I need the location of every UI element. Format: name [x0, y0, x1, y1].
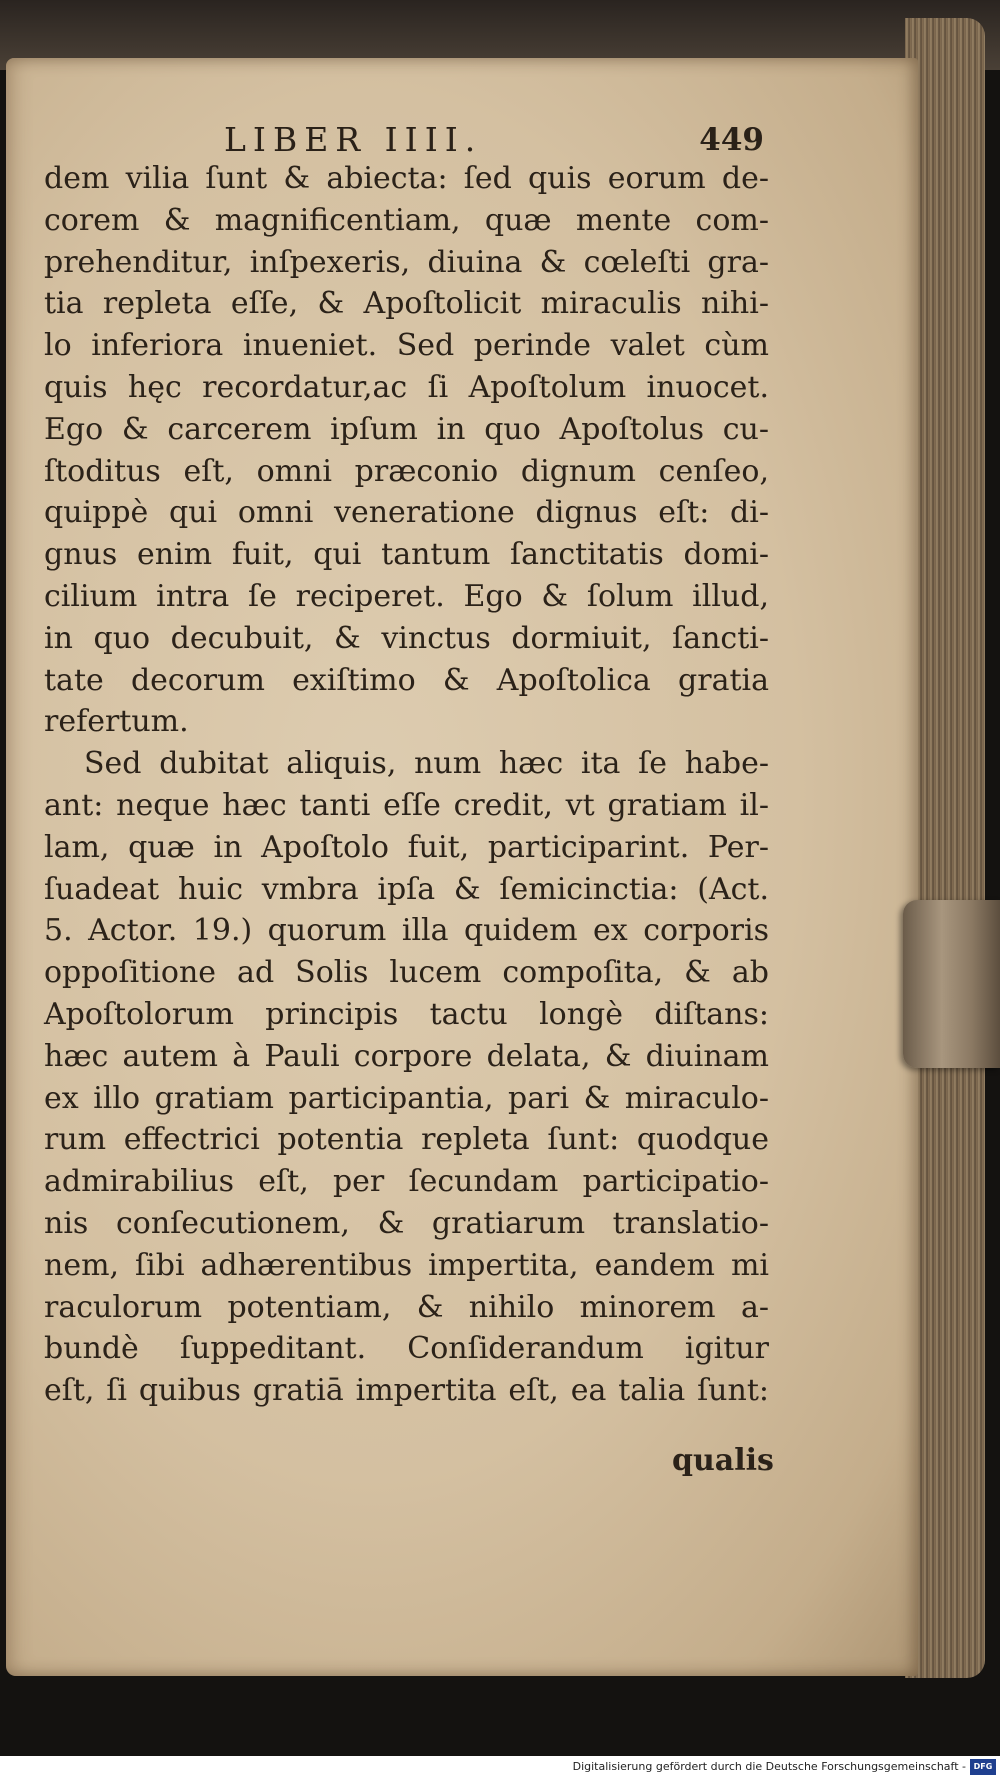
- text-line: refertum.: [44, 704, 189, 740]
- text-line: in quo decubuit, & vinctus dormiuit, ſancti-: [44, 620, 769, 656]
- page-header: [224, 118, 764, 162]
- text-line: quis hęc recordatur,ac ſi Apoſtolum inuocet.: [44, 369, 769, 405]
- text-line: dem vilia ſunt & abiecta: ſed quis eorum de-: [44, 161, 769, 196]
- text-line: nem, ſibi adhærentibus impertita, eandem mi: [44, 1247, 769, 1283]
- text-line: raculorum potentiam, & nihilo minorem a-: [44, 1289, 769, 1325]
- text-line: hæc autem à Pauli corpore delata, & diuinam: [44, 1038, 769, 1074]
- running-title: LIBER IIII.: [224, 120, 483, 159]
- text-line: gnus enim fuit, qui tantum ſanctitatis domi-: [44, 537, 769, 573]
- text-line: admirabilius eſt, per ſecundam participatio-: [44, 1164, 769, 1200]
- text-line: bundè ſuppeditant. Conſiderandum igitur: [44, 1331, 769, 1367]
- text-line: lam, quæ in Apoſtolo fuit, participarint. Per-: [44, 829, 769, 865]
- text-line: tate decorum exiſtimo & Apoſtolica gratia: [44, 662, 769, 698]
- text-line: ſuadeat huic vmbra ipſa & ſemicinctia: (Act.: [44, 871, 769, 907]
- text-line: quippè qui omni veneratione dignus eſt: di-: [44, 495, 769, 531]
- book-clasp: [903, 900, 1000, 1068]
- text-line: Ego & carcerem ipſum in quo Apoſtolus cu-: [44, 411, 769, 447]
- text-line: nis conſecutionem, & gratiarum translatio-: [44, 1205, 769, 1241]
- text-line: oppoſitione ad Solis lucem compoſita, & ab: [44, 955, 769, 991]
- page-number: 449: [699, 122, 764, 158]
- text-line: Apoſtolorum principis tactu longè diſtans:: [44, 996, 769, 1032]
- text-line: corem & magnificentiam, quæ mente com-: [44, 202, 769, 238]
- footer-bar: [0, 1756, 1000, 1779]
- text-line: eſt, ſi quibus gratiā impertita eſt, ea talia ſunt:: [44, 1373, 769, 1409]
- text-line: ſtoditus eſt, omni præconio dignum cenſeo,: [44, 453, 769, 489]
- text-line: tia repleta eſſe, & Apoſtolicit miraculis nihi-: [44, 286, 769, 322]
- text-line: lo inferiora inueniet. Sed perinde valet cùm: [44, 328, 769, 364]
- text-block: [44, 158, 769, 1412]
- catchword: qualis: [672, 1443, 774, 1478]
- text-line: ex illo gratiam participantia, pari & miraculo-: [44, 1080, 769, 1116]
- text-line: ant: neque hæc tanti eſſe credit, vt gratiam il-: [44, 787, 769, 823]
- digitization-credit: Digitalisierung gefördert durch die Deutsche Forschungsgemeinschaft -: [572, 1760, 966, 1773]
- dfg-logo: DFG: [970, 1759, 996, 1775]
- text-line: prehenditur, inſpexeris, diuina & cœleſti gra-: [44, 244, 769, 280]
- text-line: 5. Actor. 19.) quorum illa quidem ex corporis: [44, 913, 769, 949]
- text-line: Sed dubitat aliquis, num hæc ita ſe habe-: [84, 746, 769, 782]
- text-line: rum effectrici potentia repleta ſunt: quodque: [44, 1122, 769, 1158]
- text-line: cilium intra ſe reciperet. Ego & ſolum illud,: [44, 578, 769, 614]
